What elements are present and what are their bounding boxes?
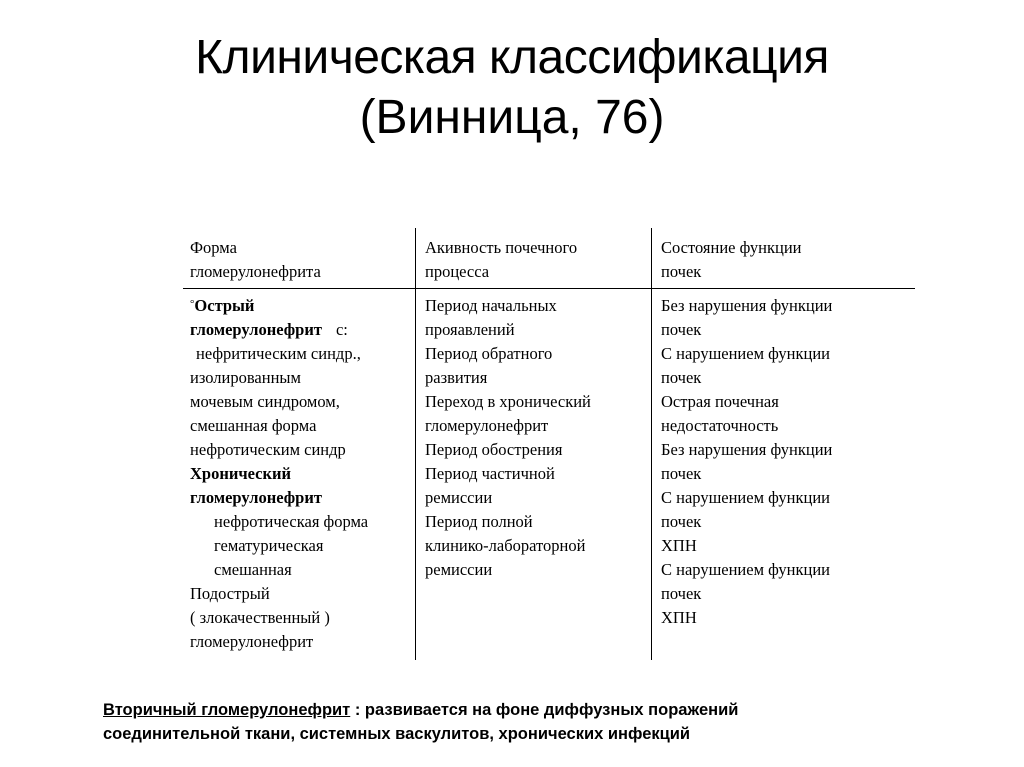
list-item: прояавлений bbox=[425, 320, 515, 339]
list-item: С нарушением функции bbox=[661, 560, 831, 579]
list-item: ХПН bbox=[661, 608, 697, 627]
list-item: ХПН bbox=[661, 536, 697, 555]
footer-line-1 bbox=[103, 698, 923, 722]
footer-line-2: соединительной ткани, системных васкулитов, хронических инфекций bbox=[103, 725, 691, 743]
list-item: С нарушением функции bbox=[661, 488, 831, 507]
title-line-1: Клиническая классификация bbox=[195, 31, 829, 84]
list-item: Период полной bbox=[425, 512, 533, 531]
footer-note bbox=[103, 698, 923, 746]
footer-rest: : развивается на фоне диффузных поражений bbox=[350, 701, 739, 719]
list-item: почек bbox=[661, 368, 702, 387]
header-form: Форма гломерулонефрита bbox=[190, 238, 321, 281]
list-item: ремиссии bbox=[425, 488, 493, 507]
column-function-cell bbox=[661, 294, 911, 630]
list-item: клинико-лабораторной bbox=[425, 536, 586, 555]
list-item: развития bbox=[425, 368, 488, 387]
list-item: изолированным bbox=[190, 368, 301, 387]
list-item: гломерулонефрит bbox=[425, 416, 549, 435]
slide-title bbox=[0, 28, 1024, 148]
column-activity-cell bbox=[425, 294, 653, 582]
footer-term: Вторичный гломерулонефрит bbox=[103, 701, 351, 719]
list-item: Период начальных bbox=[425, 296, 557, 315]
list-item: Переход в хронический bbox=[425, 392, 591, 411]
list-item: почек bbox=[661, 464, 702, 483]
list-item: С нарушением функции bbox=[661, 344, 831, 363]
list-item: почек bbox=[661, 512, 702, 531]
list-item: ремиссии bbox=[425, 560, 493, 579]
subacute-line: гломерулонефрит bbox=[190, 632, 314, 651]
header-activity: Акивность почечного процесса bbox=[425, 238, 578, 281]
list-item: нефритическим синдр., bbox=[196, 344, 361, 363]
header-divider bbox=[183, 288, 915, 289]
list-item: Период обострения bbox=[425, 440, 563, 459]
list-item: Без нарушения функции bbox=[661, 440, 833, 459]
list-item: Острая почечная bbox=[661, 392, 779, 411]
subacute-line: ( злокачественный ) bbox=[190, 608, 330, 627]
list-item: почек bbox=[661, 320, 702, 339]
list-item: Период обратного bbox=[425, 344, 553, 363]
subacute-line: Подострый bbox=[190, 584, 270, 603]
list-item: недостаточность bbox=[661, 416, 779, 435]
degree-marker: ° bbox=[190, 298, 195, 310]
list-item: нефротическим синдр bbox=[190, 440, 346, 459]
acute-heading: °Острый bbox=[190, 296, 255, 315]
list-item: смешанная bbox=[214, 560, 292, 579]
list-item: почек bbox=[661, 584, 702, 603]
list-item: нефротическая форма bbox=[214, 512, 369, 531]
title-line-2: (Винница, 76) bbox=[359, 91, 665, 144]
list-item: Период частичной bbox=[425, 464, 555, 483]
list-item: смешанная форма bbox=[190, 416, 317, 435]
acute-heading-2: гломерулонефрит с: bbox=[190, 320, 348, 339]
list-item: мочевым синдромом, bbox=[190, 392, 340, 411]
chronic-heading: Хронический bbox=[190, 464, 292, 483]
list-item: гематурическая bbox=[214, 536, 324, 555]
chronic-heading-2: гломерулонефрит bbox=[190, 488, 322, 507]
header-function: Состояние функции почек bbox=[661, 238, 802, 281]
list-item: Без нарушения функции bbox=[661, 296, 833, 315]
column-form-cell bbox=[190, 294, 418, 654]
